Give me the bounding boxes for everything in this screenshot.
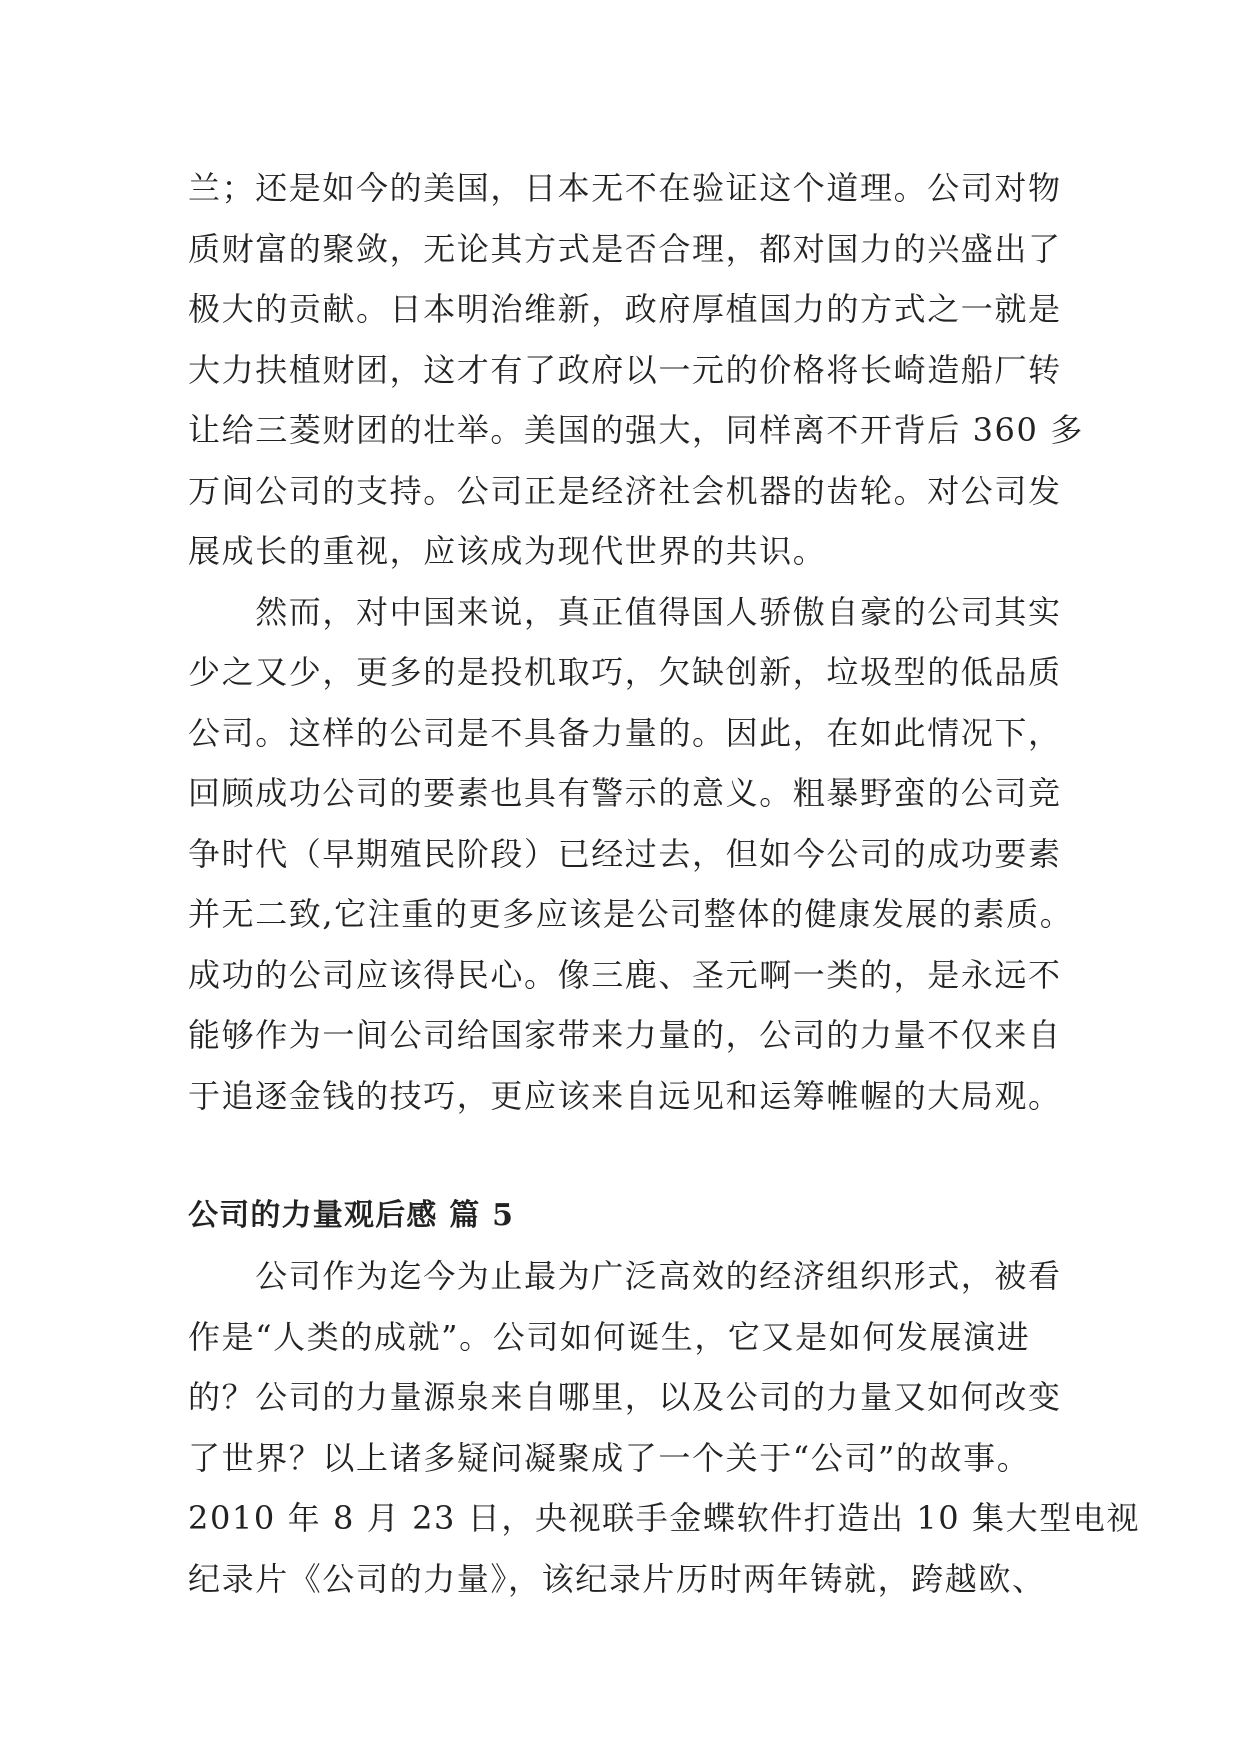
text-line: 回顾成功公司的要素也具有警示的意义。粗暴野蛮的公司竞 — [188, 774, 1062, 812]
text-line: 让给三菱财团的壮举。美国的强大，同样离不开背后 360 多 — [188, 411, 1084, 449]
paragraph-company-documentary — [188, 1246, 1141, 1609]
text-line: 极大的贡献。日本明治维新，政府厚植国力的方式之一就是 — [188, 290, 1062, 328]
text-line: 的？公司的力量源泉来自哪里，以及公司的力量又如何改变 — [188, 1378, 1062, 1416]
paragraph-national-strength — [188, 158, 1084, 582]
text-line: 并无二致,它注重的更多应该是公司整体的健康发展的素质。 — [188, 895, 1074, 933]
text-line: 公司。这样的公司是不具备力量的。因此，在如此情况下， — [188, 713, 1062, 752]
text-line: 了世界？以上诸多疑问凝聚成了一个关于“公司”的故事。 — [188, 1438, 1031, 1477]
text-line: 作是“人类的成就”。公司如何诞生，它又是如何发展演进 — [188, 1317, 1031, 1356]
section-spacer — [188, 1126, 1054, 1186]
text-line: 质财富的聚敛，无论其方式是否合理，都对国力的兴盛出了 — [188, 229, 1062, 268]
text-line: 能够作为一间公司给国家带来力量的，公司的力量不仅来自 — [188, 1016, 1062, 1054]
text-line: 少之又少，更多的是投机取巧，欠缺创新，垃圾型的低品质 — [188, 653, 1062, 691]
text-line: 争时代（早期殖民阶段）已经过去，但如今公司的成功要素 — [188, 834, 1062, 873]
text-line: 兰；还是如今的美国，日本无不在验证这个道理。公司对物 — [188, 169, 1062, 207]
text-line: 成功的公司应该得民心。像三鹿、圣元啊一类的，是永远不 — [188, 955, 1062, 994]
text-line: 万间公司的支持。公司正是经济社会机器的齿轮。对公司发 — [188, 471, 1062, 510]
text-line: 大力扶植财团，这才有了政府以一元的价格将长崎造船厂转 — [188, 350, 1062, 389]
text-line: 公司作为迄今为止最为广泛高效的经济组织形式，被看 — [188, 1257, 1062, 1295]
paragraph-china-companies — [188, 582, 1074, 1127]
text-line: 2010 年 8 月 23 日，央视联手金蝶软件打造出 10 集大型电视 — [188, 1499, 1141, 1537]
document-body — [188, 158, 1141, 1609]
text-line: 然而，对中国来说，真正值得国人骄傲自豪的公司其实 — [188, 592, 1062, 631]
text-line: 展成长的重视，应该成为现代世界的共识。 — [188, 532, 827, 570]
section-heading: 公司的力量观后感 篇 5 — [188, 1198, 515, 1233]
text-line: 纪录片《公司的力量》，该纪录片历时两年铸就，跨越欧、 — [188, 1559, 1046, 1598]
text-line: 于追逐金钱的技巧，更应该来自远见和运筹帷幄的大局观。 — [188, 1076, 1062, 1115]
